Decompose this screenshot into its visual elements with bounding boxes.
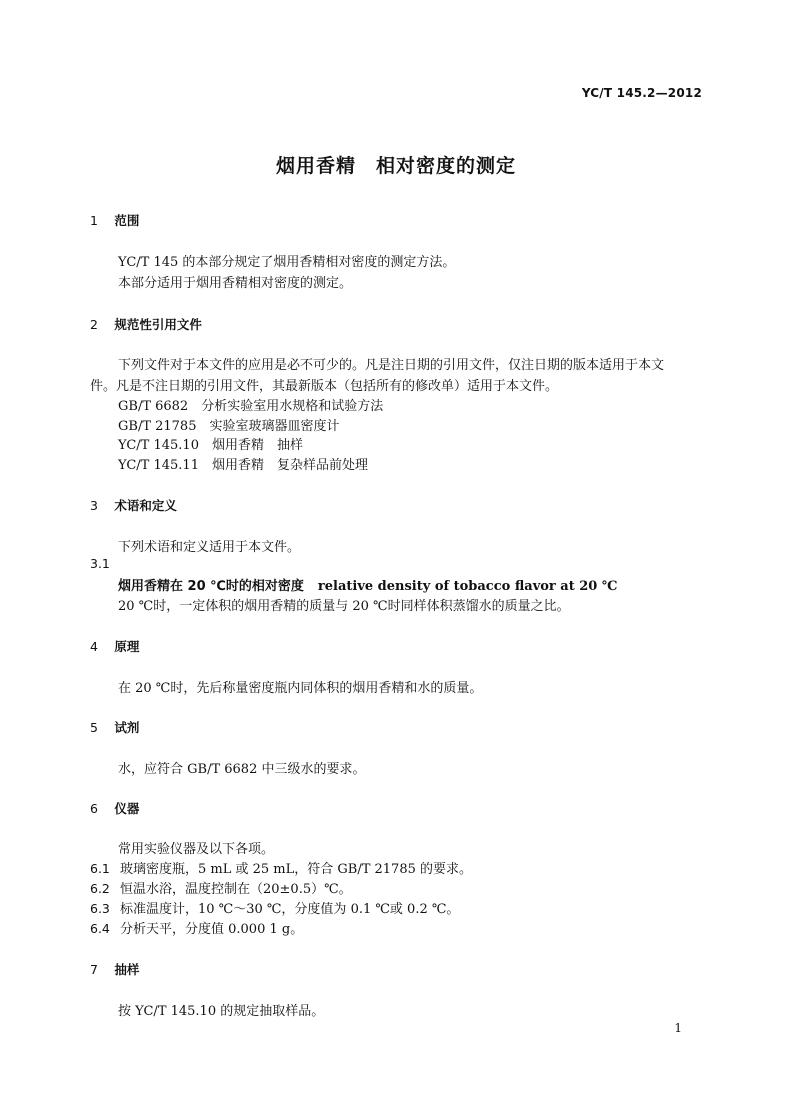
- paragraph: 下列术语和定义适用于本文件。: [118, 540, 301, 555]
- section-4-heading: [90, 637, 139, 655]
- clause-number: 6.3: [90, 901, 110, 916]
- section-7-heading: [90, 960, 139, 978]
- clause-text: 标准温度计，10 ℃～30 ℃，分度值为 0.1 ℃或 0.2 ℃。: [120, 902, 460, 917]
- term-chinese: 烟用香精在 20 ℃时的相对密度: [118, 579, 304, 594]
- standard-number: YC/T 145.2—2012: [581, 86, 702, 100]
- section-title: 抽样: [114, 962, 140, 977]
- section-1-heading: [90, 211, 139, 229]
- clause-text: 分析天平，分度值 0.000 1 g。: [120, 922, 304, 937]
- section-number: 7: [90, 962, 98, 977]
- reference-item: GB/T 21785 实验室玻璃器皿密度计: [118, 419, 340, 434]
- section-2-heading: [90, 315, 202, 333]
- clause-number: 3.1: [90, 556, 110, 571]
- section-title: 范围: [114, 213, 140, 228]
- section-title: 仪器: [114, 801, 140, 816]
- reference-item: YC/T 145.11 烟用香精 复杂样品前处理: [118, 458, 368, 473]
- reference-item: YC/T 145.10 烟用香精 抽样: [118, 438, 303, 453]
- paragraph: 本部分适用于烟用香精相对密度的测定。: [118, 276, 353, 291]
- clause-number: 6.4: [90, 921, 110, 936]
- clause-text: 恒温水浴，温度控制在（20±0.5）℃。: [120, 882, 352, 897]
- paragraph: 按 YC/T 145.10 的规定抽取样品。: [118, 1004, 325, 1019]
- paragraph: 常用实验仪器及以下各项。: [118, 842, 275, 857]
- section-title: 原理: [114, 639, 140, 654]
- section-number: 5: [90, 720, 98, 735]
- reference-item: GB/T 6682 分析实验室用水规格和试验方法: [118, 399, 384, 414]
- section-title: 术语和定义: [114, 498, 177, 513]
- paragraph-continued: 件。凡是不注日期的引用文件，其最新版本（包括所有的修改单）适用于本文件。: [90, 379, 559, 394]
- section-number: 1: [90, 213, 98, 228]
- clause-text: 玻璃密度瓶，5 mL 或 25 mL，符合 GB/T 21785 的要求。: [120, 862, 473, 877]
- section-6-heading: [90, 799, 139, 817]
- apparatus-item: [90, 918, 303, 937]
- clause-number: 6.2: [90, 881, 110, 896]
- document-title: 烟用香精 相对密度的测定: [275, 155, 516, 177]
- section-number: 3: [90, 498, 98, 513]
- paragraph: 下列文件对于本文件的应用是必不可少的。凡是注日期的引用文件，仅注日期的版本适用于本文: [118, 358, 665, 373]
- apparatus-item: [90, 898, 459, 917]
- apparatus-item: [90, 878, 352, 897]
- clause-number: 6.1: [90, 861, 110, 876]
- term-definition: 20 ℃时，一定体积的烟用香精的质量与 20 ℃时同样体积蒸馏水的质量之比。: [118, 599, 570, 614]
- paragraph: 水，应符合 GB/T 6682 中三级水的要求。: [118, 762, 366, 777]
- section-title: 试剂: [114, 720, 140, 735]
- page-number: 1: [674, 1021, 682, 1035]
- section-number: 6: [90, 801, 98, 816]
- section-number: 2: [90, 317, 98, 332]
- term-english: relative density of tobacco flavor at 20 ℃: [317, 579, 618, 594]
- section-3-heading: [90, 496, 177, 514]
- section-5-heading: [90, 718, 139, 736]
- paragraph: 在 20 ℃时，先后称量密度瓶内同体积的烟用香精和水的质量。: [118, 681, 483, 696]
- term-entry: [118, 575, 617, 594]
- section-title: 规范性引用文件: [114, 317, 202, 332]
- section-number: 4: [90, 639, 98, 654]
- apparatus-item: [90, 858, 472, 877]
- paragraph: YC/T 145 的本部分规定了烟用香精相对密度的测定方法。: [118, 255, 456, 270]
